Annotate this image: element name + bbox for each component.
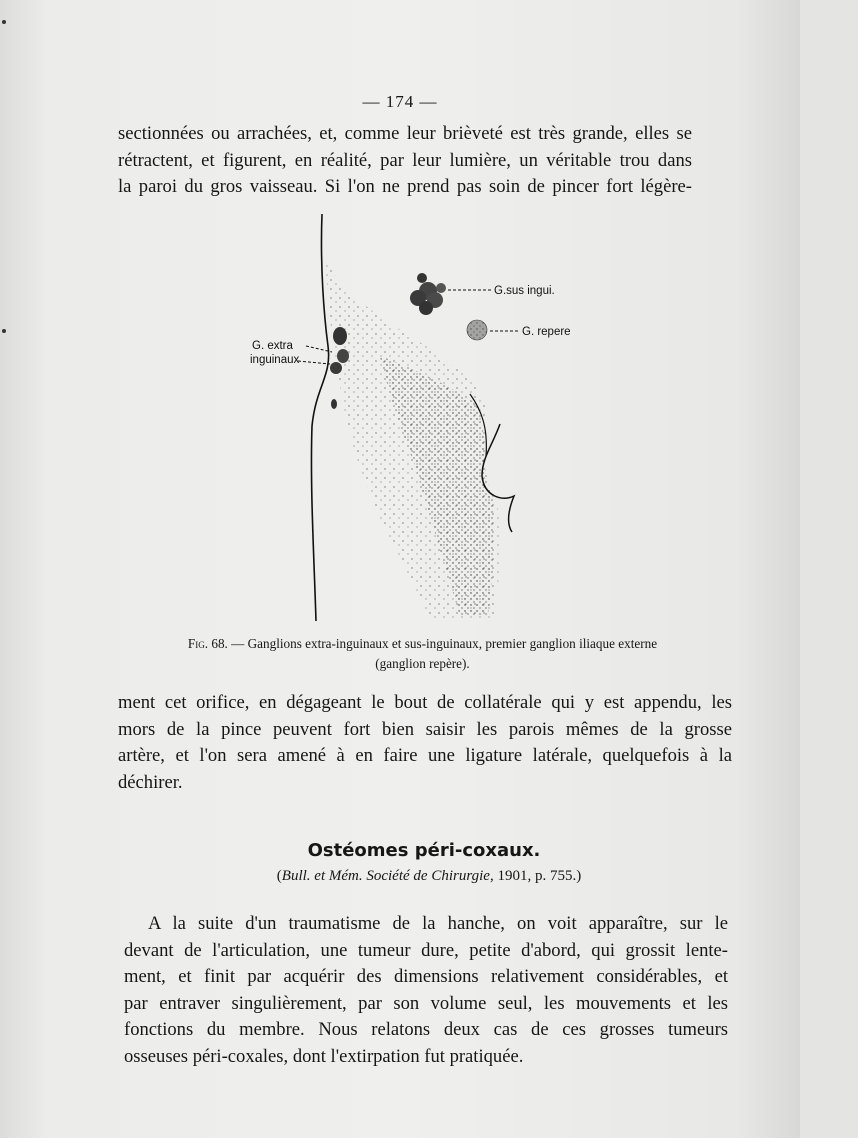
text-line: ment, et finit par acquérir des dimensions relativement considérables, et [124, 966, 728, 987]
paragraph-top [118, 121, 692, 201]
section-citation: (Bull. et Mém. Société de Chirurgie, 1901, p. 755.) [276, 868, 582, 884]
caption-text: — Ganglions extra-inguinaux et sus-inguinaux, premier ganglion iliaque externe [227, 636, 658, 651]
paragraph-middle [118, 690, 732, 796]
text-line [124, 911, 728, 938]
body-outline-left [311, 214, 328, 621]
text-line-content: A la suite d'un traumatisme de la hanche, on voit apparaître, sur le [148, 913, 728, 934]
paragraph-bottom [124, 911, 728, 1070]
citation-journal: Bull. et Mém. Société de Chirurgie [281, 868, 490, 884]
label-repere: G. repere [522, 326, 571, 338]
leader-line [298, 361, 330, 364]
text-line: par entraver singulièrement, par son volume seul, les mouvements et les [124, 992, 728, 1014]
text-line: déchirer. [118, 771, 183, 793]
text-line: rétractent, et figurent, en réalité, par leur lumière, un véritable trou dans [118, 149, 692, 171]
text-line: mors de la pince peuvent fort bien saisir les parois mêmes de la grosse [118, 718, 732, 740]
caption-fig-number: Fig. 68. [187, 636, 228, 651]
text-line: fonctions du membre. Nous relatons deux cas de ces grosses tumeurs [124, 1019, 728, 1040]
margin-mark [2, 20, 6, 24]
page-number: — 174 — [362, 92, 438, 111]
margin-mark [2, 329, 6, 333]
label-extra-1: G. extra [252, 340, 293, 352]
label-extra-2: inguinaux [250, 354, 300, 366]
section-title: Ostéomes péri-coxaux. [307, 840, 541, 861]
text-line: ment cet orifice, en dégageant le bout de collatérale qui y est appendu, les [118, 692, 732, 713]
text-line: sectionnées ou arrachées, et, comme leur brièveté est très grande, elles se [118, 123, 692, 144]
text-line: artère, et l'on sera amené à en faire une ligature latérale, quelquefois à la [118, 745, 732, 766]
text-line: osseuses péri-coxales, dont l'extirpation fut pratiquée. [124, 1045, 524, 1067]
figure-caption [120, 634, 725, 674]
anatomical-figure [230, 196, 571, 628]
text-line: la paroi du gros vaisseau. Si l'on ne prend pas soin de pincer fort légère- [118, 176, 692, 197]
text-line: devant de l'articulation, une tumeur dure, petite d'abord, qui grossit lente- [124, 939, 728, 961]
caption-text-2: (ganglion repère). [375, 656, 470, 671]
citation-details: , 1901, p. 755. [489, 868, 577, 884]
label-sus-inguinaux: G.sus ingui. [494, 285, 555, 297]
ganglion-sus-inguinal [410, 273, 446, 315]
